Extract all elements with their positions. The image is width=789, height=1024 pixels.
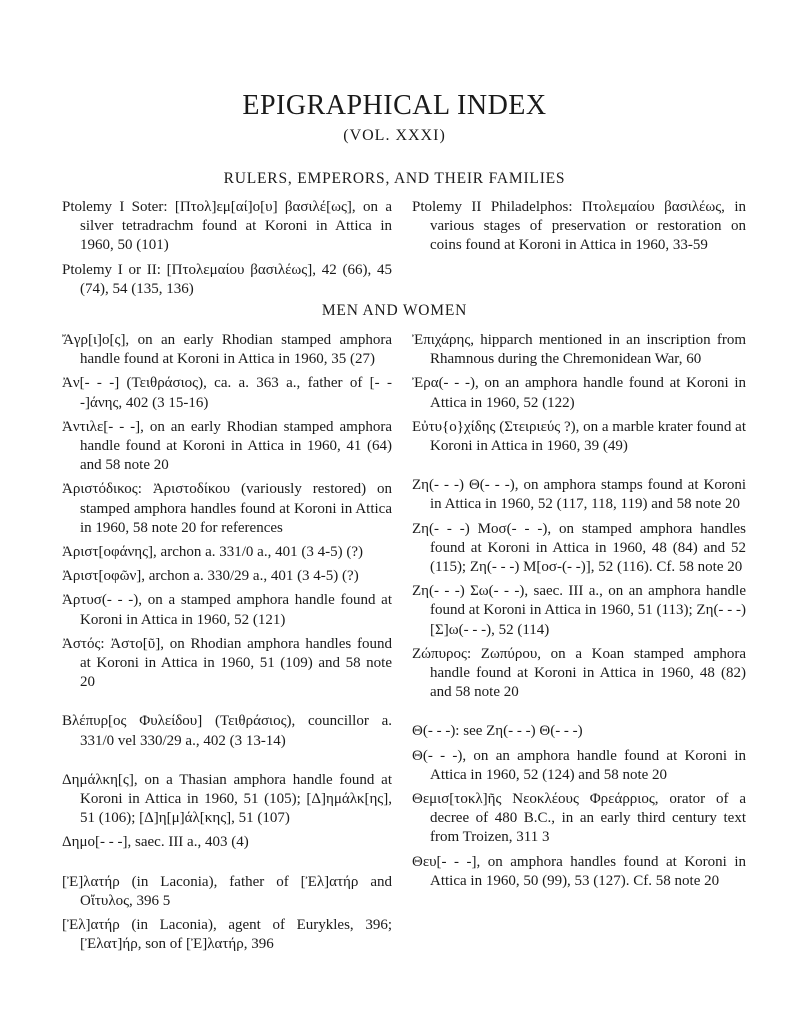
index-entry: Ἀστός: Ἀστο[ῦ], on Rhodian amphora handles found at Koroni in Attica in 1960, 51 (109) and 58 note 20 [62,635,392,691]
index-entry: Θευ[- - -], on amphora handles found at Koroni in Attica in 1960, 50 (99), 53 (127). Cf. 58 note 20 [412,853,746,889]
index-entry: Θ(- - -): see Ζη(- - -) Θ(- - -) [412,723,583,740]
index-entry: Ptolemy II Philadelphos: Πτολεμαίου βασιλέως, in various stages of preservation or restoration on coins found at Koroni in Attica in 1960, 33-59 [412,199,746,254]
index-entry: Ἄγρ[ι]ο[ς], on an early Rhodian stamped amphora handle found at Koroni in Attica in 1960, 35 (27) [62,332,392,368]
men-women-left-column [62,331,392,959]
index-entry: Ἀν[- - -] (Τειθράσιος), ca. a. 363 a., father of [- - -]άνης, 402 (3 15-16) [62,375,392,411]
index-entry: Δημο[- - -], saec. III a., 403 (4) [62,834,249,851]
index-entry: Ἐρα(- - -), on an amphora handle found at Koroni in Attica in 1960, 52 (122) [412,375,746,411]
index-entry: Δημάλκη[ς], on a Thasian amphora handle found at Koroni in Attica in 1960, 51 (105); [Δ]ημάλκ[ης], 51 (106); [Δ]η[μ]άλ[κης], 51 (107) [62,771,392,827]
index-entry: Εὐτυ{ο}χίδης (Στειριεύς ?), on a marble krater found at Koroni in Attica in 1960, 39 (49) [412,418,746,455]
index-entry: Βλέπυρ[ος Φυλείδου] (Τειθράσιος), councillor a. 331/0 vel 330/29 a., 402 (3 13-14) [62,713,392,749]
index-entry: Ζη(- - -) Θ(- - -), on amphora stamps found at Koroni in Attica in 1960, 52 (117, 118, 119) and 58 note 20 [412,477,746,513]
index-entry: Ζη(- - -) Μοσ(- - -), on stamped amphora handles found at Koroni in Attica in 1960, 48 (84) and 52 (115); Ζη(- - -) Μ[οσ-(- -)], 52 (116). Cf. 58 note 20 [412,520,746,576]
index-entry: [Ἐ]λατήρ (in Laconia), father of [Ἐλ]ατήρ and Οἴτυλος, 396 5 [62,873,392,909]
index-entry: Ζη(- - -) Σω(- - -), saec. III a., on an amphora handle found at Koroni in Attica in 1960, 51 (113); Ζη(- - -) [Σ]ω(- - -), 52 (114) [412,583,746,638]
index-entry: Ἀντιλε[- - -], on an early Rhodian stamped amphora handle found at Koroni in Attica in 1960, 41 (64) and 58 note 20 [62,418,392,474]
index-entry: [Ἐλ]ατήρ (in Laconia), agent of Eurykles, 396; [Ἐλατ]ήρ, son of [Ἐ]λατήρ, 396 [62,917,392,953]
volume-label: (VOL. XXXI) [343,127,446,144]
section-heading-men-and-women: MEN AND WOMEN [321,302,468,319]
rulers-left-column [62,198,392,304]
page-title: EPIGRAPHICAL INDEX [242,90,547,121]
index-entry: Ἀριστόδικος: Ἀριστοδίκου (variously restored) on stamped amphora handles found at Koroni in Attica in 1960, 58 note 20 for references [62,481,392,536]
index-entry: Ἐπιχάρης, hipparch mentioned in an inscription from Rhamnous during the Chremonidean War, 60 [412,332,746,368]
index-entry: Θεμισ[τοκλ]ῆς Νεοκλέους Φρεάρριος, orator of a decree of 480 B.C., in an early third century text from Troizen, 311 3 [412,791,746,846]
index-entry: Ἀριστ[οφάνης], archon a. 331/0 a., 401 (3 4-5) (?) [62,544,363,561]
section-heading-rulers: RULERS, EMPERORS, AND THEIR FAMILIES [223,170,566,187]
index-entry: Ptolemy I Soter: [Πτολ]εμ[αί]ο[υ] βασιλέ[ως], on a silver tetradrachm found at Koroni in Attica in 1960, 50 (101) [62,199,392,254]
index-entry: Ptolemy I or II: [Πτολεμαίου βασιλέως], 42 (66), 45 (74), 54 (135, 136) [62,261,392,297]
index-entry: Ἀριστ[οφῶν], archon a. 330/29 a., 401 (3 4-5) (?) [62,568,359,585]
rulers-right-column [412,198,746,261]
index-entry: Θ(- - -), on an amphora handle found at Koroni in Attica in 1960, 52 (124) and 58 note 20 [412,747,746,783]
index-entry: Ἀρτυσ(- - -), on a stamped amphora handle found at Koroni in Attica in 1960, 52 (121) [62,592,392,628]
men-women-right-column [412,331,746,896]
index-entry: Ζώπυρος: Ζωπύρου, on a Koan stamped amphora handle found at Koroni in Attica in 1960, 48 (82) and 58 note 20 [412,645,746,701]
